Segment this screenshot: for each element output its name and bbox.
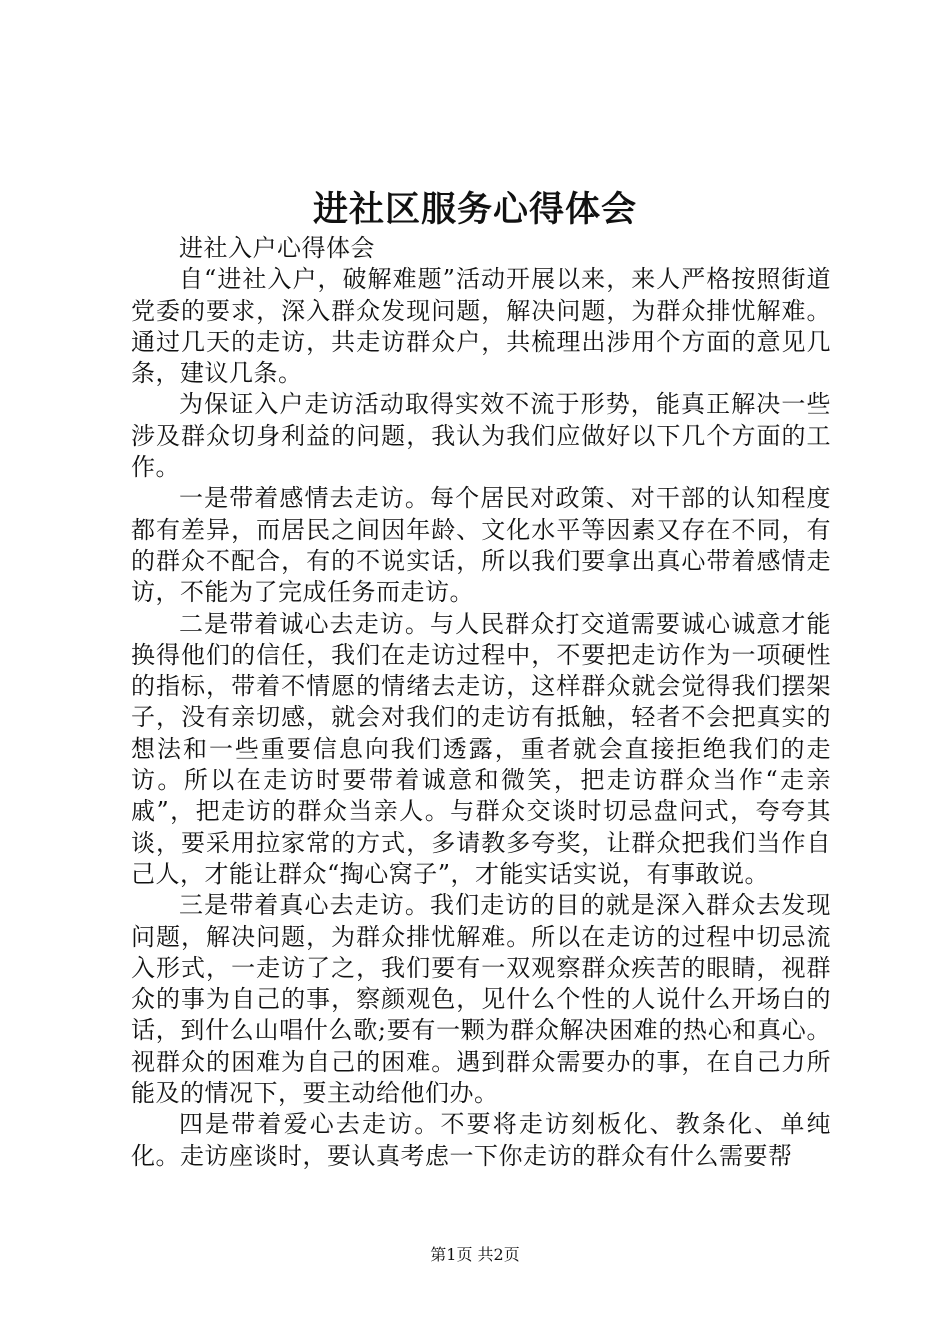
page-footer: 第1页 共2页 xyxy=(430,1245,520,1264)
paragraph-point-1: 一是带着感情去走访。每个居民对政策、对干部的认知程度都有差异，而居民之间因年龄、文化水平等因素又存在不同，有的群众不配合，有的不说实话，所以我们要拿出真心带着感情走访，不能为了完成任务而走访。 xyxy=(131,484,831,607)
paragraph-point-4: 四是带着爱心去走访。不要将走访刻板化、教条化、单纯化。走访座谈时，要认真考虑一下你走访的群众有什么需要帮 xyxy=(131,1110,831,1170)
paragraph-purpose: 为保证入户走访活动取得实效不流于形势，能真正解决一些涉及群众切身利益的问题，我认为我们应做好以下几个方面的工作。 xyxy=(131,390,831,482)
paragraph-point-2: 二是带着诚心去走访。与人民群众打交道需要诚心诚意才能换得他们的信任，我们在走访过程中，不要把走访作为一项硬性的指标，带着不情愿的情绪去走访，这样群众就会觉得我们摆架子，没有亲切感，就会对我们的走访有抵触，轻者不会把真实的想法和一些重要信息向我们透露，重者就会直接拒绝我们的走访。所以在走访时要带着诚意和微笑，把走访群众当作“走亲戚”，把走访的群众当亲人。与群众交谈时切忌盘问式，夸夸其谈，要采用拉家常的方式，多请教多夸奖，让群众把我们当作自己人，才能让群众“掏心窝子”，才能实话实说，有事敢说。 xyxy=(131,609,831,888)
paragraph-point-3: 三是带着真心去走访。我们走访的目的就是深入群众去发现问题，解决问题，为群众排忧解难。所以在走访的过程中切忌流入形式，一走访了之，我们要有一双观察群众疾苦的眼睛，视群众的事为自己的事，察颜观色，见什么个性的人说什么开场白的话，到什么山唱什么歌;要有一颗为群众解决困难的热心和真心。视群众的困难为自己的困难。遇到群众需要办的事，在自己力所能及的情况下，要主动给他们办。 xyxy=(131,891,831,1108)
document-body xyxy=(131,233,831,1172)
paragraph-subtitle: 进社入户心得体会 xyxy=(179,234,375,262)
document-title: 进社区服务心得体会 xyxy=(312,189,637,230)
paragraph-intro: 自“进社入户，破解难题”活动开展以来，来人严格按照街道党委的要求，深入群众发现问题，解决问题，为群众排忧解难。通过几天的走访，共走访群众户，共梳理出涉用个方面的意见几条，建议几条。 xyxy=(131,265,831,388)
